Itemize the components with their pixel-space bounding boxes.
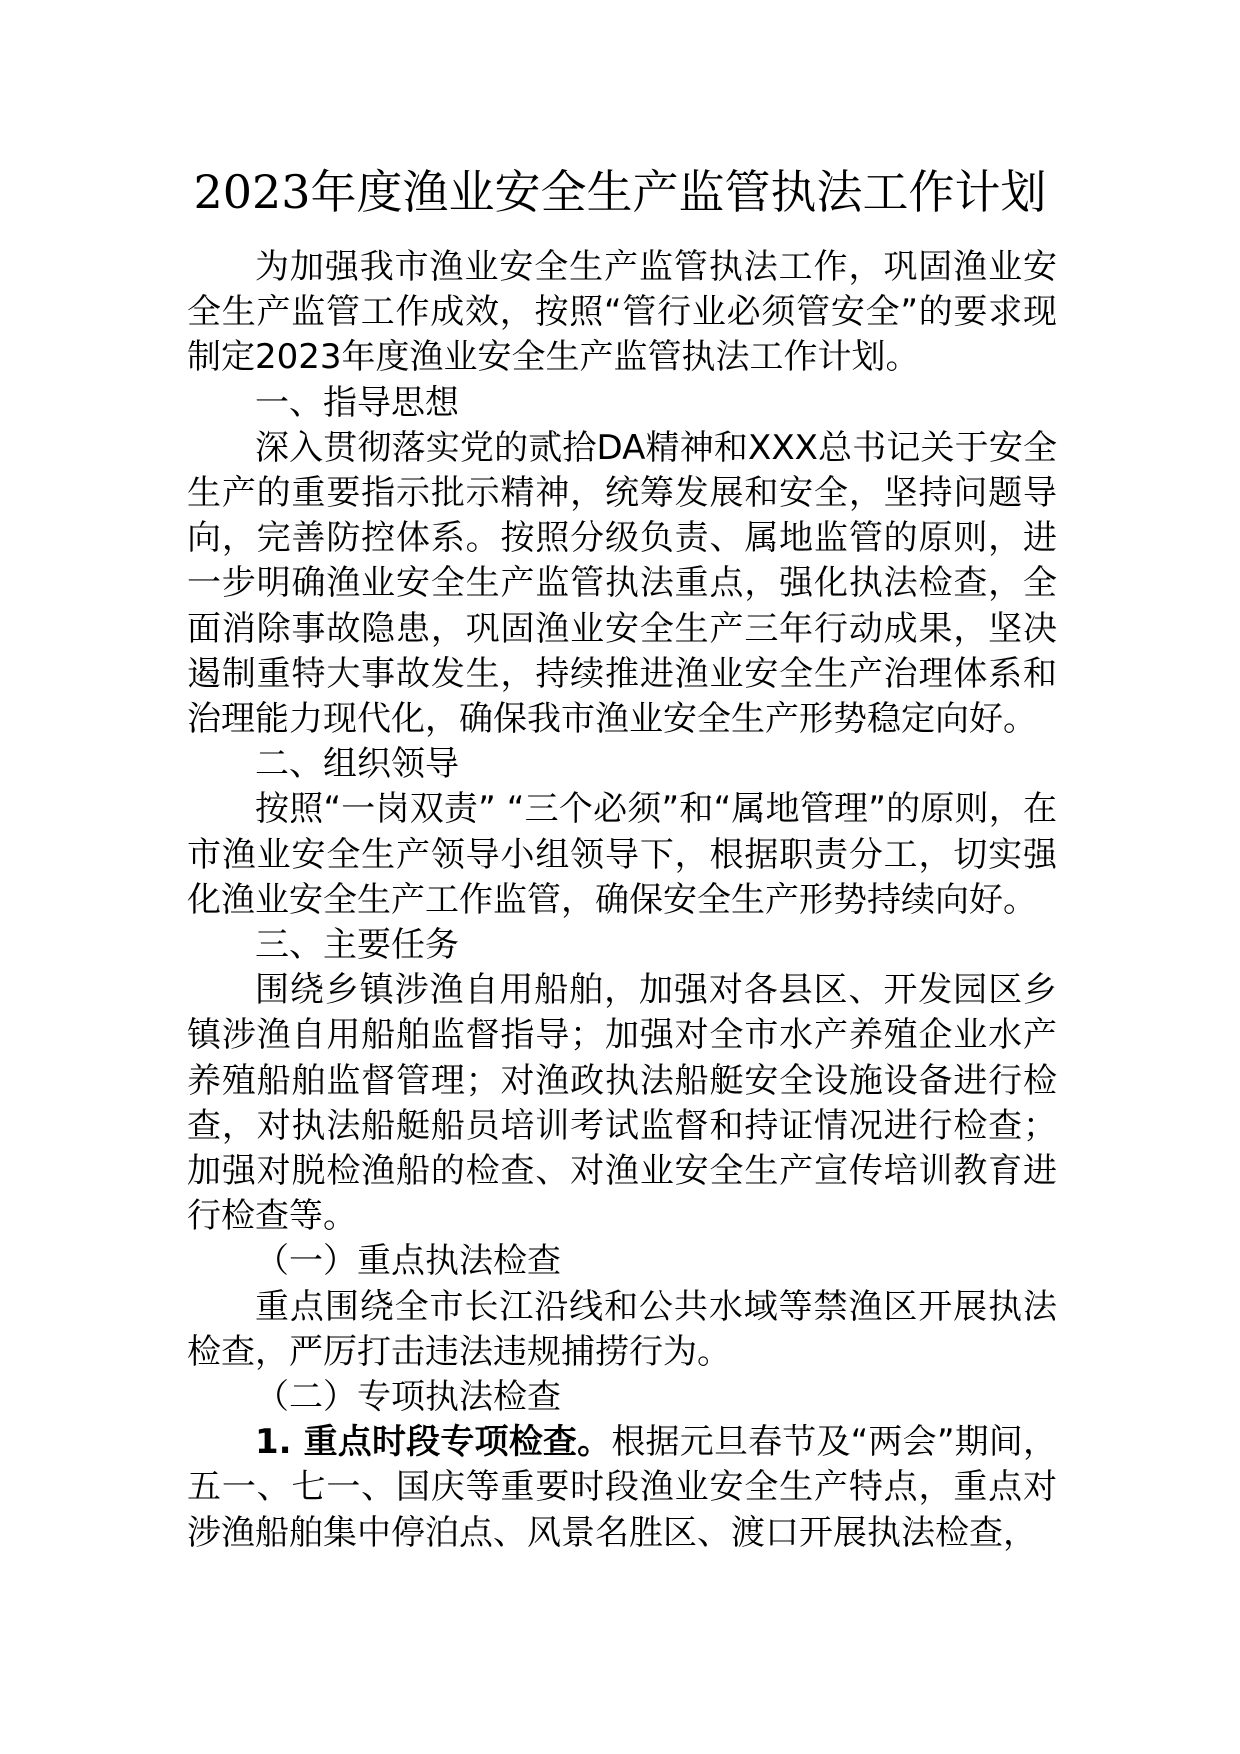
key-inspection-paragraph: 重点围绕全市长江沿线和公共水域等禁渔区开展执法检查，严厉打击违法违规捕捞行为。 [187,1286,1057,1372]
subsection-heading-key-inspection: （一）重点执法检查 [255,1241,561,1282]
section-heading-organization: 二、组织领导 [255,744,459,785]
item-1-text: 根据元旦春节及“两会”期间，五一、七一、国庆等重要时段渔业安全生产特点，重点对涉渔船舶集中停泊点、风景名胜区、渡口开展执法检查， [187,1422,1057,1553]
organization-paragraph: 按照“一岗双责” “三个必须”和“属地管理”的原则，在市渔业安全生产领导小组领导下，根据职责分工，切实强化渔业安全生产工作监管，确保安全生产形势持续向好。 [187,789,1057,920]
intro-paragraph: 为加强我市渔业安全生产监管执法工作，巩固渔业安全生产监管工作成效，按照“管行业必须管安全”的要求现制定2023年度渔业安全生产监管执法工作计划。 [187,247,1057,378]
main-tasks-paragraph: 围绕乡镇涉渔自用船舶，加强对各县区、开发园区乡镇涉渔自用船舶监督指导；加强对全市水产养殖企业水产养殖船舶监督管理；对渔政执法船艇安全设施设备进行检查，对执法船艇船员培训考试监督和持证情况进行检查；加强对脱检渔船的检查、对渔业安全生产宣传培训教育进行检查等。 [187,970,1057,1237]
guiding-ideology-paragraph: 深入贯彻落实党的贰拾DA精神和XXX总书记关于安全生产的重要指示批示精神，统筹发展和安全，坚持问题导向，完善防控体系。按照分级负责、属地监管的原则，进一步明确渔业安全生产监管执法重点，强化执法检查，全面消除事故隐患，巩固渔业安全生产三年行动成果，坚决遏制重特大事故发生，持续推进渔业安全生产治理体系和治理能力现代化，确保我市渔业安全生产形势稳定向好。 [187,427,1057,740]
subsection-heading-special-inspection: （二）专项执法检查 [255,1377,561,1418]
item-1-lead: 1. 重点时段专项检查。 [255,1422,612,1463]
item-1-paragraph [187,1420,1057,1556]
section-heading-guiding-ideology: 一、指导思想 [255,382,459,423]
document-body [187,245,1057,1556]
document-title: 2023年度渔业安全生产监管执法工作计划 [193,165,1047,219]
section-heading-main-tasks: 三、主要任务 [255,925,459,966]
